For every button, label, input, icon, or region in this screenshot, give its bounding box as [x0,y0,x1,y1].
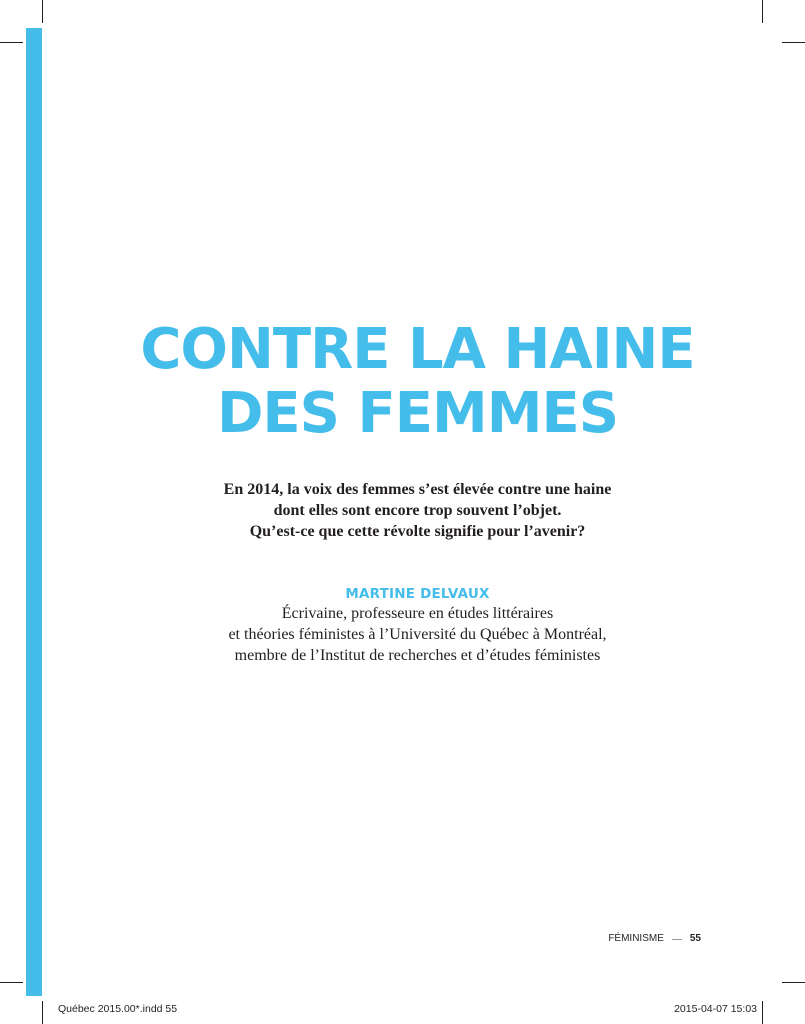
page-number: 55 [689,933,701,944]
author-bio [0,603,805,666]
author-bio-line: Écrivaine, professeure en études littéraires [281,605,554,622]
crop-mark-bottom-right-horizontal [782,982,805,983]
page-folio [608,933,701,945]
crop-mark-top-right-vertical [762,0,763,23]
crop-mark-top-left-vertical [42,0,43,23]
crop-mark-bottom-left-horizontal [0,982,23,983]
folio-section: FÉMINISME [608,933,664,944]
author-name: MARTINE DELVAUX [345,586,490,602]
crop-mark-bottom-left-vertical [42,1001,43,1024]
author-bio-line: membre de l’Institut de recherches et d’études féministes [234,647,601,664]
article-lead-line: dont elles sont encore trop souvent l’objet. [273,502,562,519]
slug-datetime: 2015-04-07 15:03 [674,1003,757,1015]
article-title [0,318,805,446]
article-title-line: DES FEMMES [216,381,619,446]
crop-mark-top-left-horizontal [0,42,23,43]
author-bio-line: et théories féministes à l’Université du Québec à Montréal, [228,626,607,643]
slug-file-name: Québec 2015.00*.indd 55 [58,1003,178,1015]
article-lead [0,479,805,542]
folio-divider [672,939,682,940]
crop-mark-top-right-horizontal [782,42,805,43]
article-title-line: CONTRE LA HAINE [140,317,695,382]
article-lead-line: Qu’est-ce que cette révolte signifie pour l’avenir? [249,523,586,540]
crop-mark-bottom-right-vertical [762,1001,763,1024]
article-lead-line: En 2014, la voix des femmes s’est élevée contre une haine [223,481,612,498]
